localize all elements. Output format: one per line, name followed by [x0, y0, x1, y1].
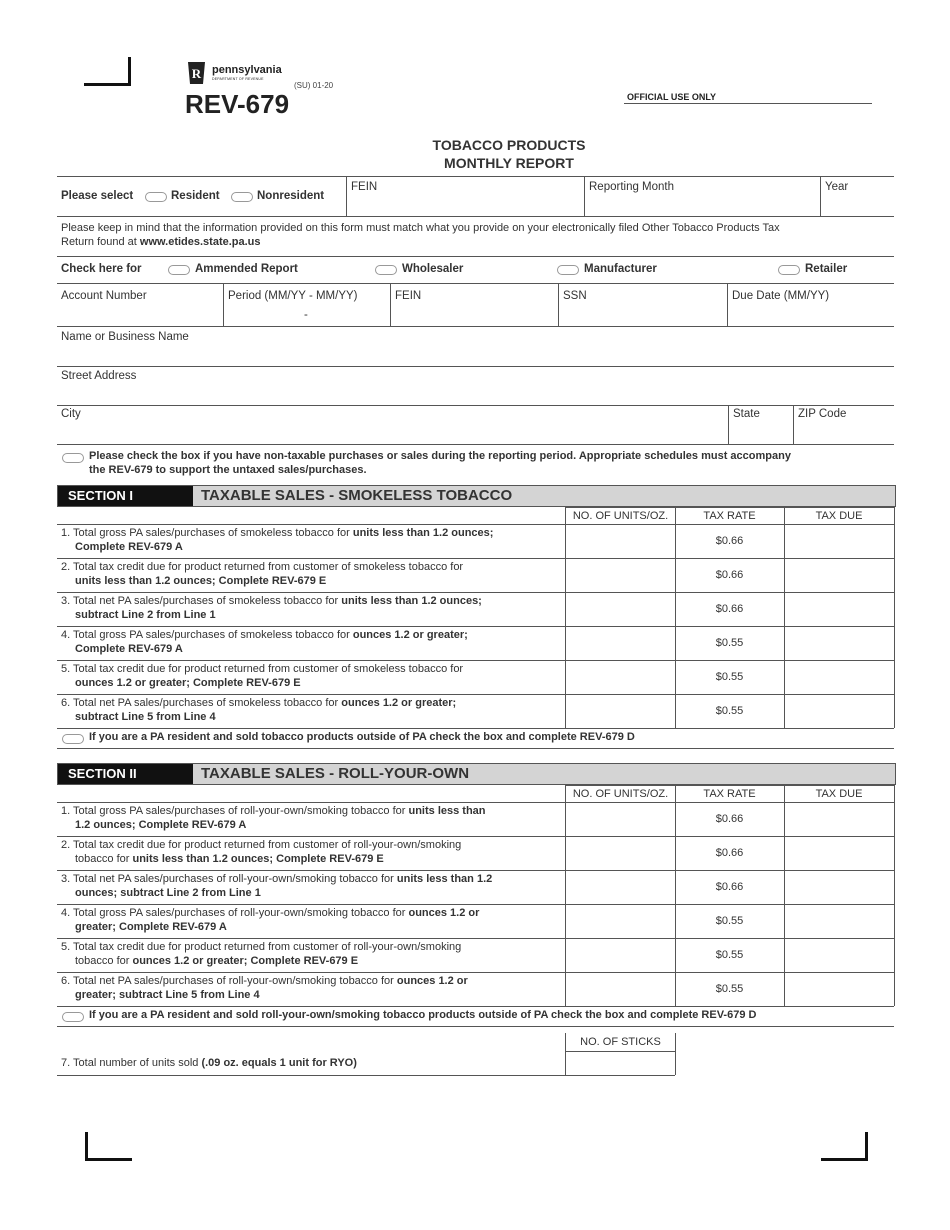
fein-input[interactable]	[347, 195, 583, 215]
line-item-text-b: ounces 1.2 or	[396, 975, 468, 987]
due-date-label: Due Date (MM/YY)	[732, 290, 830, 302]
line-item-text-b: units less than	[408, 805, 486, 817]
non-taxable-line2: the REV-679 to support the untaxed sales/purchases.	[89, 464, 367, 476]
notice-line1: Please keep in mind that the information provided on this form must match what you provide on your electronically filed Other Tobacco Products Tax	[61, 222, 780, 234]
line-item-text-a: 1. Total gross PA sales/purchases of roll-your-own/smoking tobacco for	[61, 805, 409, 817]
section-1-title: TAXABLE SALES - SMOKELESS TOBACCO	[201, 487, 513, 504]
line-item-text-a: 6. Total net PA sales/purchases of roll-your-own/smoking tobacco for	[61, 975, 397, 987]
tax-due-input[interactable]	[784, 871, 894, 904]
rule	[57, 283, 894, 284]
tax-due-input[interactable]	[784, 593, 894, 626]
line-7-text	[61, 1056, 357, 1070]
rule	[57, 748, 894, 749]
ssn-input[interactable]	[559, 305, 726, 325]
line-item-text-c: 1.2 ounces; Complete REV-679 A	[75, 819, 247, 831]
line-item-text-c: ounces 1.2 or greater; Complete REV-679 E	[132, 955, 359, 967]
line-item-text	[61, 974, 468, 1002]
etides-link[interactable]: www.etides.state.pa.us	[139, 236, 261, 248]
agency-name: pennsylvania	[212, 64, 282, 76]
manufacturer-checkbox[interactable]	[557, 265, 579, 275]
fein-label: FEIN	[351, 181, 378, 193]
retailer-label: Retailer	[805, 263, 848, 275]
form-code: REV-679	[185, 89, 290, 119]
line-item-text-a: 4. Total gross PA sales/purchases of smokeless tobacco for	[61, 629, 353, 641]
please-select-label: Please select	[61, 190, 134, 202]
line-item-text	[61, 838, 461, 866]
rule	[675, 506, 676, 728]
line-7-bold: (.09 oz. equals 1 unit for RYO)	[201, 1057, 357, 1069]
line-item-text-c: units less than 1.2 ounces; Complete REV-679 E	[75, 575, 327, 587]
line-item-text	[61, 526, 493, 554]
rule	[565, 784, 566, 1006]
tax-due-input[interactable]	[784, 559, 894, 592]
section-2-title: TAXABLE SALES - ROLL-YOUR-OWN	[201, 765, 470, 782]
street-address-label: Street Address	[61, 370, 137, 382]
line-item-text-c-plain	[61, 609, 75, 621]
rule	[57, 366, 894, 367]
notice-prefix: Return found at	[61, 236, 140, 248]
units-column-header: NO. OF UNITS/OZ.	[572, 510, 669, 522]
check-here-label: Check here for	[61, 263, 142, 275]
period-label: Period (MM/YY - MM/YY)	[228, 290, 358, 302]
line-item-text-a: 3. Total net PA sales/purchases of roll-your-own/smoking tobacco for	[61, 873, 397, 885]
nonresident-label: Nonresident	[257, 190, 325, 202]
line-item-text	[61, 940, 461, 968]
rule	[57, 1026, 894, 1027]
rule	[894, 507, 895, 728]
line-item-text	[61, 696, 456, 724]
registration-mark-top-left	[84, 57, 131, 86]
tax-due-input[interactable]	[784, 939, 894, 972]
line-item-text-b: units less than 1.2	[396, 873, 493, 885]
form-title-line1: TOBACCO PRODUCTS	[432, 137, 586, 153]
period-dash: -	[304, 309, 308, 321]
rule	[57, 216, 894, 217]
street-address-input[interactable]	[58, 385, 893, 404]
tax-rate-value: $0.66	[715, 569, 744, 581]
rule	[57, 694, 894, 695]
line-item-text	[61, 594, 482, 622]
tax-due-input[interactable]	[784, 525, 894, 558]
year-input[interactable]	[821, 195, 893, 215]
line-item-text-c-plain	[61, 921, 75, 933]
line-item-text-a: 5. Total tax credit due for product returned from customer of roll-your-own/smoking	[61, 941, 462, 953]
section-1-tag: SECTION I	[58, 486, 193, 506]
rule	[675, 784, 676, 1006]
line-item-text-c-plain	[61, 887, 75, 899]
manufacturer-label: Manufacturer	[584, 263, 657, 275]
line-item-text-a: 4. Total gross PA sales/purchases of roll-your-own/smoking tobacco for	[61, 907, 409, 919]
tax-rate-value: $0.55	[715, 915, 744, 927]
line-item-text-c: subtract Line 5 from Line 4	[75, 711, 216, 723]
business-name-input[interactable]	[58, 346, 893, 365]
tax-due-input[interactable]	[784, 661, 894, 694]
zip-input[interactable]	[794, 424, 893, 443]
account-number-input[interactable]	[58, 305, 222, 325]
svg-text:R: R	[191, 66, 202, 81]
line-item-text-c: ounces; subtract Line 2 from Line 1	[75, 887, 261, 899]
line-item-text	[61, 872, 492, 900]
line-item-text-c-plain	[61, 989, 75, 1001]
rule	[57, 524, 894, 525]
amended-report-label: Ammended Report	[195, 263, 298, 275]
line-item-text-c: Complete REV-679 A	[75, 643, 183, 655]
business-name-label: Name or Business Name	[61, 331, 189, 343]
tax-rate-value: $0.55	[715, 949, 744, 961]
tax-rate-value: $0.55	[715, 671, 744, 683]
amended-report-checkbox[interactable]	[168, 265, 190, 275]
tax-rate-value: $0.66	[715, 535, 744, 547]
line-item-text-b: ounces 1.2 or	[408, 907, 480, 919]
rate-column-header: TAX RATE	[703, 788, 756, 800]
agency-subtitle: DEPARTMENT OF REVENUE	[212, 77, 264, 81]
period-input[interactable]	[224, 305, 389, 325]
line-7-prefix: 7. Total number of units sold	[61, 1057, 202, 1069]
tax-due-input[interactable]	[784, 803, 894, 836]
non-taxable-line1: Please check the box if you have non-taxable purchases or sales during the reporting period. Appropriate schedules must accompany	[89, 450, 791, 462]
outside-pa-checkbox[interactable]	[62, 1012, 84, 1022]
tax-due-input[interactable]	[784, 905, 894, 938]
rule	[57, 1075, 675, 1076]
registration-mark-bottom-left	[85, 1132, 132, 1161]
form-version: (SU) 01-20	[294, 81, 334, 90]
line-item-text-c: greater; Complete REV-679 A	[75, 921, 227, 933]
state-label: State	[733, 408, 760, 420]
line-item-text	[61, 628, 468, 656]
rule	[57, 405, 894, 406]
line-item-text-c-plain	[61, 541, 75, 553]
line-item-text-c: Complete REV-679 A	[75, 541, 183, 553]
units-input[interactable]	[566, 803, 675, 836]
units-input[interactable]	[566, 627, 675, 660]
line-item-text-a: 3. Total net PA sales/purchases of smokeless tobacco for	[61, 595, 342, 607]
section-2-tag: SECTION II	[58, 764, 193, 784]
line-item-text-c-plain	[61, 819, 75, 831]
rule	[894, 785, 895, 1006]
tax-rate-value: $0.66	[715, 813, 744, 825]
rule	[57, 938, 894, 939]
notice-line2	[61, 236, 261, 248]
rule	[57, 626, 894, 627]
tax-due-input[interactable]	[784, 695, 894, 728]
line-7-sticks-input[interactable]	[566, 1052, 675, 1074]
ssn-label: SSN	[563, 290, 587, 302]
units-input[interactable]	[566, 525, 675, 558]
tax-rate-value: $0.66	[715, 881, 744, 893]
rule	[565, 507, 894, 508]
resident-label: Resident	[171, 190, 220, 202]
line-item-text-c-plain: tobacco for	[75, 853, 133, 865]
fein-input-2[interactable]	[391, 305, 557, 325]
nonresident-checkbox[interactable]	[231, 192, 253, 202]
due-date-input[interactable]	[728, 305, 893, 325]
rule	[57, 802, 894, 803]
rule	[675, 1033, 676, 1075]
units-input[interactable]	[566, 559, 675, 592]
city-label: City	[61, 408, 81, 420]
account-number-label: Account Number	[61, 290, 147, 302]
reporting-month-label: Reporting Month	[589, 181, 675, 193]
due-column-header: TAX DUE	[815, 788, 863, 800]
line-item-text-c: ounces 1.2 or greater; Complete REV-679 E	[75, 677, 301, 689]
outside-pa-checkbox[interactable]	[62, 734, 84, 744]
official-use-line	[624, 103, 872, 104]
sticks-column-header: NO. OF STICKS	[580, 1036, 661, 1048]
line-item-text-a: 2. Total tax credit due for product returned from customer of smokeless tobacco for	[61, 561, 464, 573]
keystone-logo-icon	[187, 62, 206, 84]
retailer-checkbox[interactable]	[778, 265, 800, 275]
units-input[interactable]	[566, 939, 675, 972]
rule	[57, 836, 894, 837]
units-column-header: NO. OF UNITS/OZ.	[572, 788, 669, 800]
rule	[565, 506, 566, 728]
line-item-text-c: greater; subtract Line 5 from Line 4	[75, 989, 260, 1001]
outside-pa-text: If you are a PA resident and sold tobacco products outside of PA check the box and complete REV-679 D	[89, 731, 635, 743]
tax-rate-value: $0.66	[715, 847, 744, 859]
zip-label: ZIP Code	[798, 408, 847, 420]
rule	[57, 1006, 894, 1007]
tax-due-input[interactable]	[784, 627, 894, 660]
line-item-text-c-plain	[61, 711, 75, 723]
section-1-header	[57, 485, 896, 507]
tax-due-input[interactable]	[784, 837, 894, 870]
tax-rate-value: $0.55	[715, 705, 744, 717]
line-item-text	[61, 662, 463, 690]
units-input[interactable]	[566, 837, 675, 870]
line-item-text	[61, 804, 486, 832]
units-input[interactable]	[566, 973, 675, 1006]
line-item-text-a: 2. Total tax credit due for product returned from customer of roll-your-own/smoking	[61, 839, 462, 851]
state-input[interactable]	[729, 424, 792, 443]
rule	[57, 176, 894, 177]
registration-mark-bottom-right	[821, 1132, 868, 1161]
line-item-text-a: 1. Total gross PA sales/purchases of smokeless tobacco for	[61, 527, 353, 539]
line-item-text	[61, 560, 463, 588]
units-input[interactable]	[566, 593, 675, 626]
line-item-text-b: units less than 1.2 ounces;	[352, 527, 494, 539]
units-input[interactable]	[566, 871, 675, 904]
tax-due-input[interactable]	[784, 973, 894, 1006]
line-item-text-c-plain: tobacco for	[75, 955, 133, 967]
rule	[57, 660, 894, 661]
units-input[interactable]	[566, 905, 675, 938]
tax-rate-value: $0.66	[715, 603, 744, 615]
resident-checkbox[interactable]	[145, 192, 167, 202]
rule	[784, 506, 785, 728]
city-input[interactable]	[58, 424, 727, 443]
reporting-month-input[interactable]	[585, 195, 819, 215]
rule	[57, 592, 894, 593]
tax-rate-value: $0.55	[715, 637, 744, 649]
non-taxable-checkbox[interactable]	[62, 453, 84, 463]
outside-pa-text: If you are a PA resident and sold roll-your-own/smoking tobacco products outside of PA check the box and complete REV-679 D	[89, 1009, 757, 1021]
wholesaler-label: Wholesaler	[402, 263, 464, 275]
official-use-label: OFFICIAL USE ONLY	[627, 92, 717, 102]
rule	[565, 785, 894, 786]
rule	[57, 444, 894, 445]
line-item-text-b: ounces 1.2 or greater;	[352, 629, 468, 641]
tax-rate-value: $0.55	[715, 983, 744, 995]
line-item-text-a: 5. Total tax credit due for product returned from customer of smokeless tobacco for	[61, 663, 464, 675]
rule	[57, 728, 894, 729]
line-item-text-c: units less than 1.2 ounces; Complete REV-679 E	[132, 853, 384, 865]
line-item-text-c-plain	[61, 643, 75, 655]
rule	[57, 326, 894, 327]
line-item-text-a: 6. Total net PA sales/purchases of smokeless tobacco for	[61, 697, 342, 709]
fein-label-2: FEIN	[395, 290, 422, 302]
line-item-text-c: subtract Line 2 from Line 1	[75, 609, 216, 621]
rule	[57, 972, 894, 973]
section-2-header	[57, 763, 896, 785]
units-input[interactable]	[566, 695, 675, 728]
rate-column-header: TAX RATE	[703, 510, 756, 522]
line-item-text-b: ounces 1.2 or greater;	[341, 697, 457, 709]
due-column-header: TAX DUE	[815, 510, 863, 522]
wholesaler-checkbox[interactable]	[375, 265, 397, 275]
rule	[57, 904, 894, 905]
rule	[784, 784, 785, 1006]
line-item-text-c-plain	[61, 575, 75, 587]
year-label: Year	[825, 181, 849, 193]
rule	[57, 558, 894, 559]
rule	[57, 870, 894, 871]
line-item-text-b: units less than 1.2 ounces;	[341, 595, 482, 607]
line-item-text-c-plain	[61, 677, 75, 689]
rule	[57, 256, 894, 257]
units-input[interactable]	[566, 661, 675, 694]
form-title-line2: MONTHLY REPORT	[444, 155, 574, 171]
line-item-text	[61, 906, 479, 934]
